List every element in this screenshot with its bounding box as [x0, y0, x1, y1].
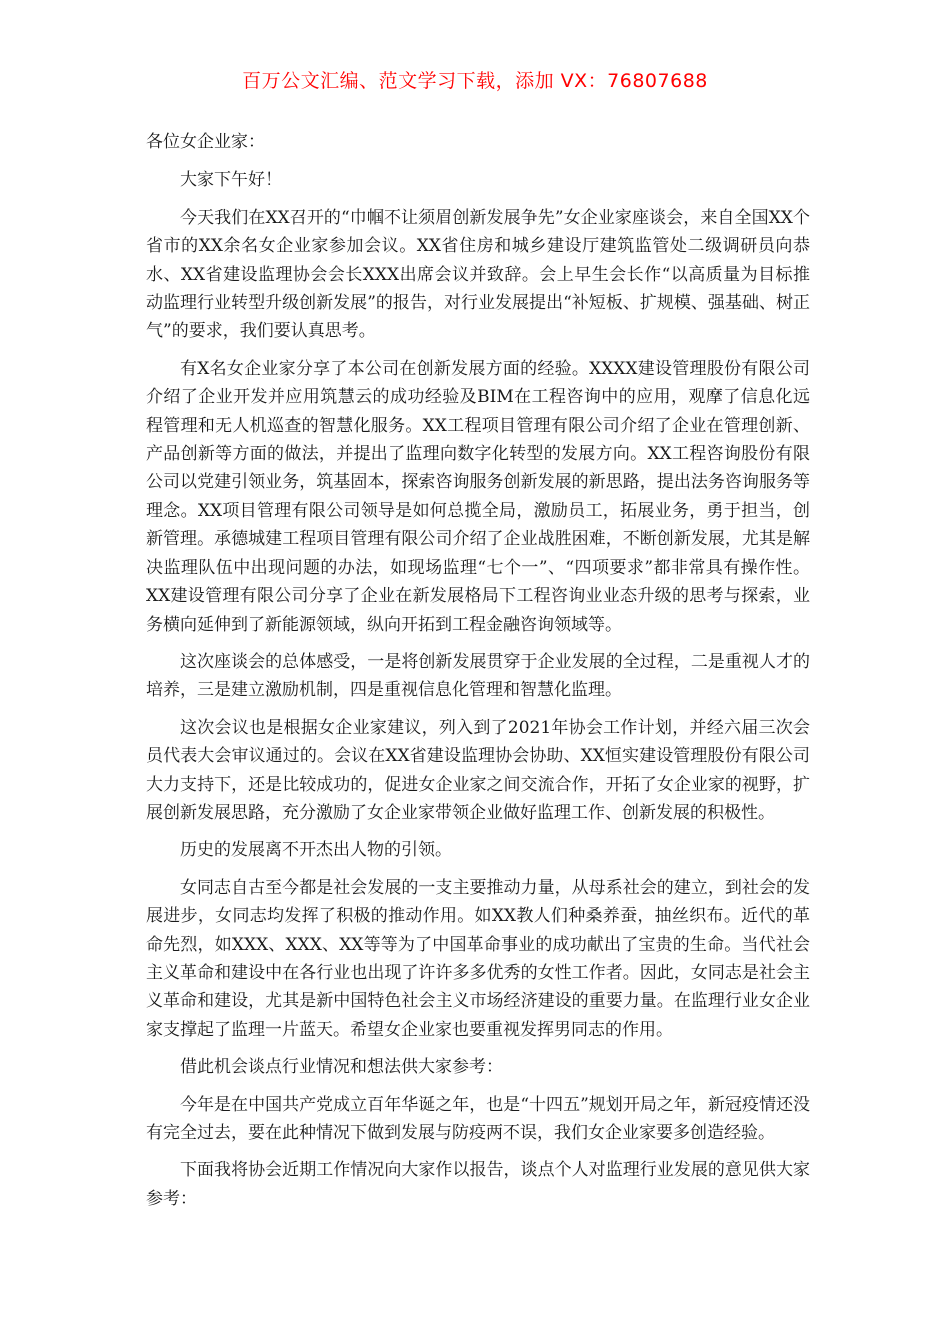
paragraph: 今年是在中国共产党成立百年华诞之年，也是“十四五”规划开局之年，新冠疫情还没有完全过去，要在此种情况下做到发展与防疫两不误，我们女企业家要多创造经验。: [146, 1094, 810, 1143]
document-body: [146, 128, 810, 1222]
greeting: 大家下午好！: [180, 170, 282, 191]
salutation: 各位女企业家：: [146, 132, 265, 152]
paragraph: 历史的发展离不开杰出人物的引领。: [180, 840, 452, 861]
paragraph: 女同志自古至今都是社会发展的一支主要推动力量，从母系社会的建立，到社会的发展进步，女同志均发挥了积极的推动作用。如XX教人们种桑养蚕，抽丝织布。近代的革命先烈，如XXX、XXX、XX等等为了中国革命事业的成功献出了宝贵的生命。当代社会主义革命和建设中在各行业也出现了许许多多优秀的女性工作者。因此，女同志是社会主义革命和建设，尤其是新中国特色社会主义市场经济建设的重要力量。在监理行业女企业家支撑起了监理一片蓝天。希望女企业家也要重视发挥男同志的作用。: [146, 877, 810, 1040]
paragraph: 这次座谈会的总体感受，一是将创新发展贯穿于企业发展的全过程，二是重视人才的培养，三是建立激励机制，四是重视信息化管理和智慧化监理。: [146, 651, 810, 701]
paragraph: 今天我们在XX召开的“巾帼不让须眉创新发展争先”女企业家座谈会，来自全国XX个省市的XX余名女企业家参加会议。XX省住房和城乡建设厅建筑监管处二级调研员向恭水、XX省建设监理协会会长XXX出席会议并致辞。会上早生会长作“以高质量为目标推动监理行业转型升级创新发展”的报告，对行业发展提出“补短板、扩规模、强基础、树正气”的要求，我们要认真思考。: [146, 207, 810, 342]
paragraph: 借此机会谈点行业情况和想法供大家参考：: [180, 1057, 503, 1078]
paragraph: 有X名女企业家分享了本公司在创新发展方面的经验。XXXX建设管理股份有限公司介绍了企业开发并应用筑慧云的成功经验及BIM在工程咨询中的应用，观摩了信息化远程管理和无人机巡查的智慧化服务。XX工程项目管理有限公司介绍了企业在管理创新、产品创新等方面的做法，并提出了监理向数字化转型的发展方向。XX工程咨询股份有限公司以党建引领业务，筑基固本，探索咨询服务创新发展的新思路，提出法务咨询服务等理念。XX项目管理有限公司领导是如何总揽全局，激励员工，拓展业务，勇于担当，创新管理。承德城建工程项目管理有限公司介绍了企业战胜困难，不断创新发展，尤其是解决监理队伍中出现问题的办法，如现场监理“七个一”、“四项要求”都非常具有操作性。XX建设管理有限公司分享了企业在新发展格局下工程咨询业业态升级的思考与探索，业务横向延伸到了新能源领域，纵向开拓到工程金融咨询领域等。: [146, 358, 810, 635]
header-banner: 百万公文汇编、范文学习下载，添加 VX：76807688: [242, 70, 708, 92]
paragraph: 下面我将协会近期工作情况向大家作以报告，谈点个人对监理行业发展的意见供大家参考：: [146, 1160, 810, 1209]
paragraph: 这次会议也是根据女企业家建议，列入到了2021年协会工作计划，并经六届三次会员代表大会审议通过的。会议在XX省建设监理协会协助、XX恒实建设管理股份有限公司大力支持下，还是比较成功的，促进女企业家之间交流合作，开拓了女企业家的视野，扩展创新发展思路，充分激励了女企业家带领企业做好监理工作、创新发展的积极性。: [146, 717, 810, 823]
